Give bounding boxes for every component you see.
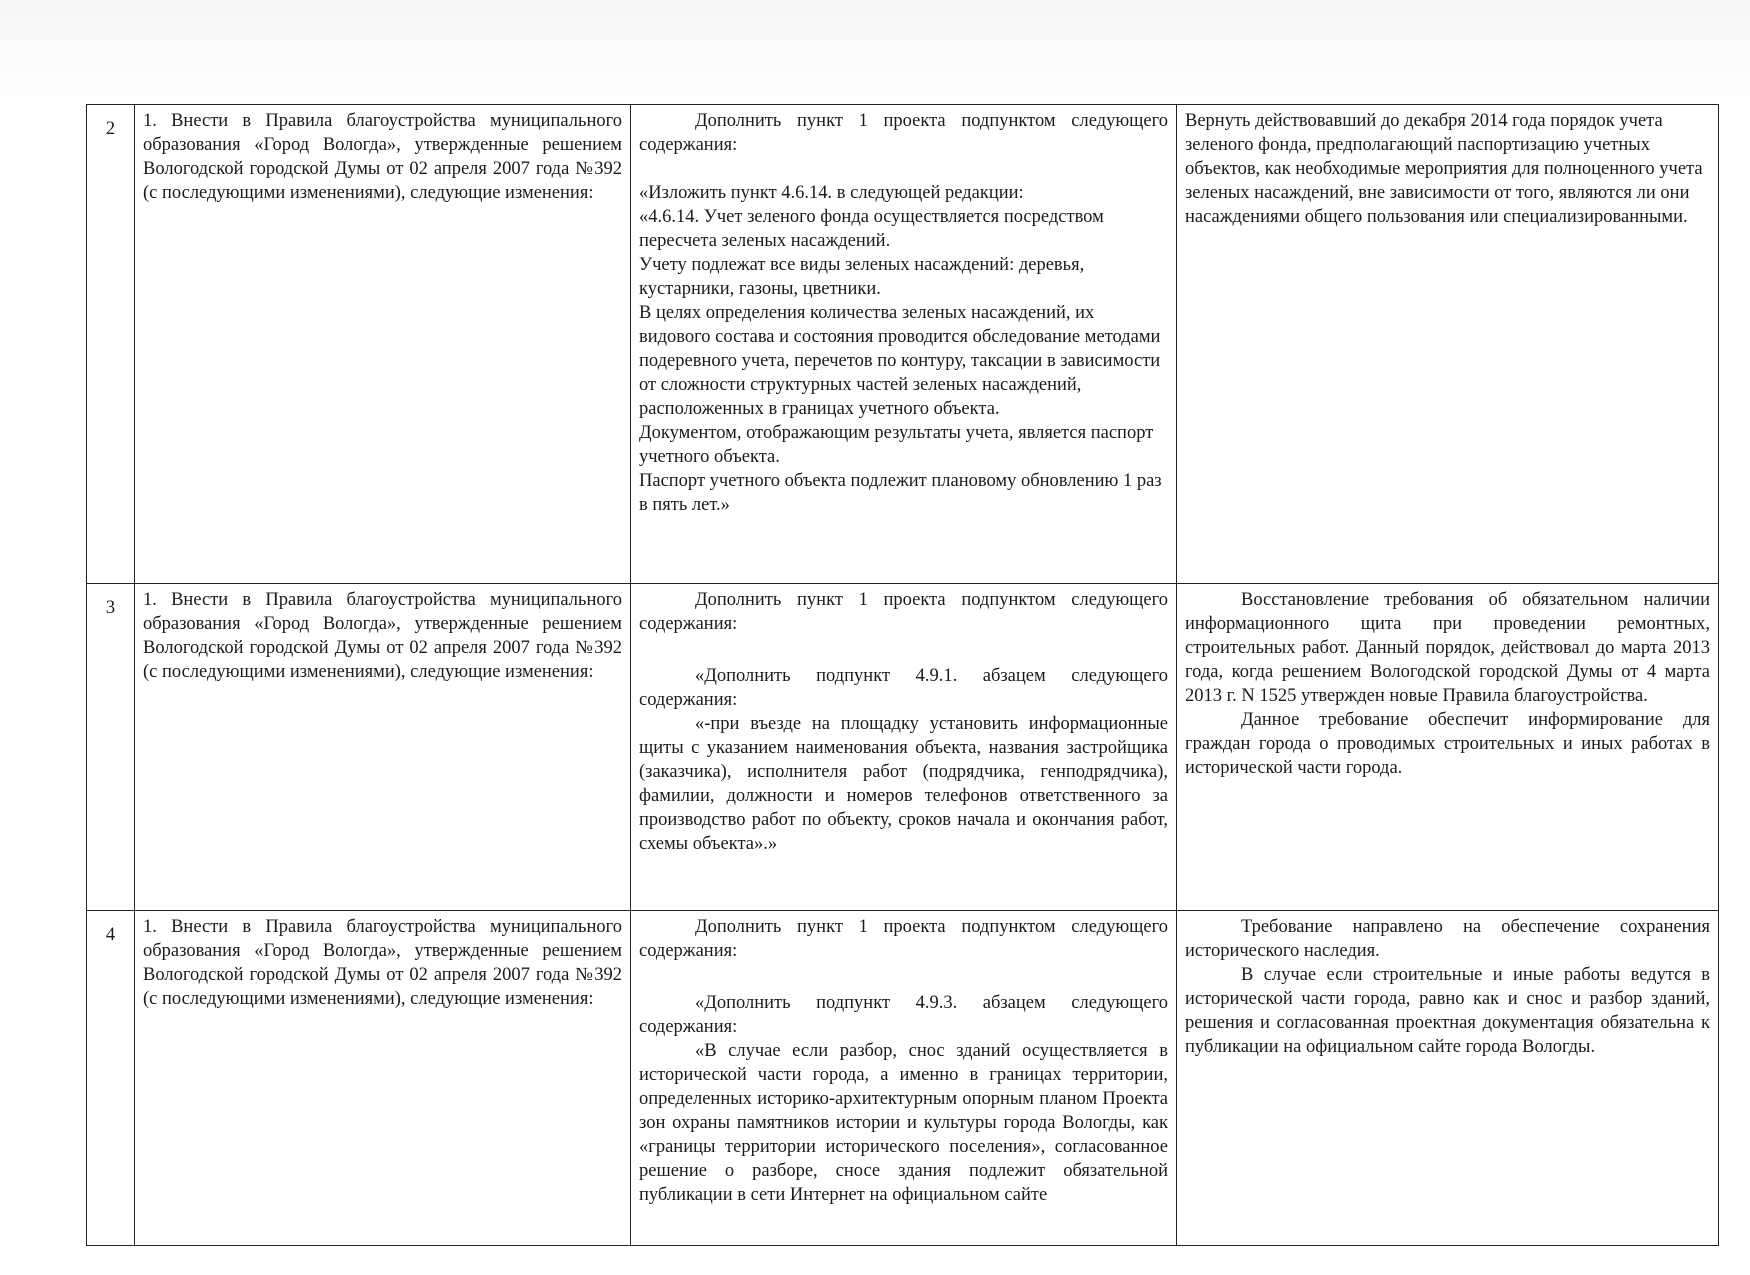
change-intro: Дополнить пункт 1 проекта подпунктом следующего содержания: — [639, 917, 1168, 961]
proposal-text: 1. Внести в Правила благоустройства муниципального образования «Город Вологда», утвержденные решением Вологодской городской Думы от 02 апреля 2007 года №392 (с последующими изменениями), следующие изменения: — [143, 111, 622, 203]
proposal-cell — [135, 584, 631, 911]
change-line: «Изложить пункт 4.6.14. в следующей редакции: — [639, 183, 1024, 203]
row-number: 4 — [87, 911, 135, 1246]
reason-text: Данное требование обеспечит информирование для граждан города о проводимых строительных и иных работах в исторической части города. — [1185, 710, 1710, 778]
reason-text: Восстановление требования об обязательном наличии информационного щита при проведении ремонтных, строительных работ. Данный порядок, действовал до марта 2013 года, когда решением Вологодской городской Думы от 4 марта 2013 г. N 1525 утвержден новые Правила благоустройства. — [1185, 590, 1710, 706]
change-line: Документом, отображающим результаты учета, является паспорт учетного объекта. — [639, 423, 1154, 467]
table-row — [87, 105, 1719, 584]
reason-cell — [1177, 584, 1719, 911]
reason-text: В случае если строительные и иные работы ведутся в исторической части города, равно как и снос и разбор зданий, решения и согласованная проектная документация обязательна к публикации на официальном сайте города Вологды. — [1185, 965, 1710, 1057]
row-number: 2 — [87, 105, 135, 584]
change-line: «Дополнить подпункт 4.9.3. абзацем следующего содержания: — [639, 993, 1168, 1037]
change-intro: Дополнить пункт 1 проекта подпунктом следующего содержания: — [639, 111, 1168, 155]
row-number: 3 — [87, 584, 135, 911]
change-cell — [631, 584, 1177, 911]
change-line: Паспорт учетного объекта подлежит плановому обновлению 1 раз в пять лет.» — [639, 471, 1162, 515]
change-line: «В случае если разбор, снос зданий осуществляется в исторической части города, а именно в границах территории, определенных историко-архитектурным опорным планом Проекта зон охраны памятников истории и культуры города Вологды, как «границы территории исторического поселения», согласованное решение о разборе, сносе здания подлежит обязательной публикации в сети Интернет на официальном сайте — [639, 1041, 1168, 1205]
proposal-text: 1. Внести в Правила благоустройства муниципального образования «Город Вологда», утвержденные решением Вологодской городской Думы от 02 апреля 2007 года №392 (с последующими изменениями), следующие изменения: — [143, 917, 622, 1009]
proposal-cell — [135, 911, 631, 1246]
amendments-table — [86, 104, 1719, 1246]
change-intro: Дополнить пункт 1 проекта подпунктом следующего содержания: — [639, 590, 1168, 634]
table-row — [87, 911, 1719, 1246]
proposal-text: 1. Внести в Правила благоустройства муниципального образования «Город Вологда», утвержденные решением Вологодской городской Думы от 02 апреля 2007 года №392 (с последующими изменениями), следующие изменения: — [143, 590, 622, 682]
table-row — [87, 584, 1719, 911]
reason-text: Требование направлено на обеспечение сохранения исторического наследия. — [1185, 917, 1710, 961]
change-cell — [631, 105, 1177, 584]
change-line: «Дополнить подпункт 4.9.1. абзацем следующего содержания: — [639, 666, 1168, 710]
reason-cell — [1177, 105, 1719, 584]
change-line: В целях определения количества зеленых насаждений, их видового состава и состояния проводится обследование методами подеревного учета, перечетов по контуру, таксации в зависимости от сложности структурных частей зеленых насаждений, расположенных в границах учетного объекта. — [639, 303, 1161, 419]
change-line: Учету подлежат все виды зеленых насаждений: деревья, кустарники, газоны, цветники. — [639, 255, 1085, 299]
reason-cell — [1177, 911, 1719, 1246]
change-line: «4.6.14. Учет зеленого фонда осуществляется посредством пересчета зеленых насаждений. — [639, 207, 1104, 251]
reason-text: Вернуть действовавший до декабря 2014 года порядок учета зеленого фонда, предполагающий паспортизацию учетных объектов, как необходимые мероприятия для полноценного учета зеленых насаждений, вне зависимости от того, являются ли они насаждениями общего пользования или специализированными. — [1185, 111, 1703, 227]
proposal-cell — [135, 105, 631, 584]
change-line: «-при въезде на площадку установить информационные щиты с указанием наименования объекта, названия застройщика (заказчика), исполнителя работ (подрядчика, генподрядчика), фамилии, должности и номеров телефонов ответственного за производство работ по объекту, сроков начала и окончания работ, схемы объекта».» — [639, 714, 1168, 854]
change-cell — [631, 911, 1177, 1246]
